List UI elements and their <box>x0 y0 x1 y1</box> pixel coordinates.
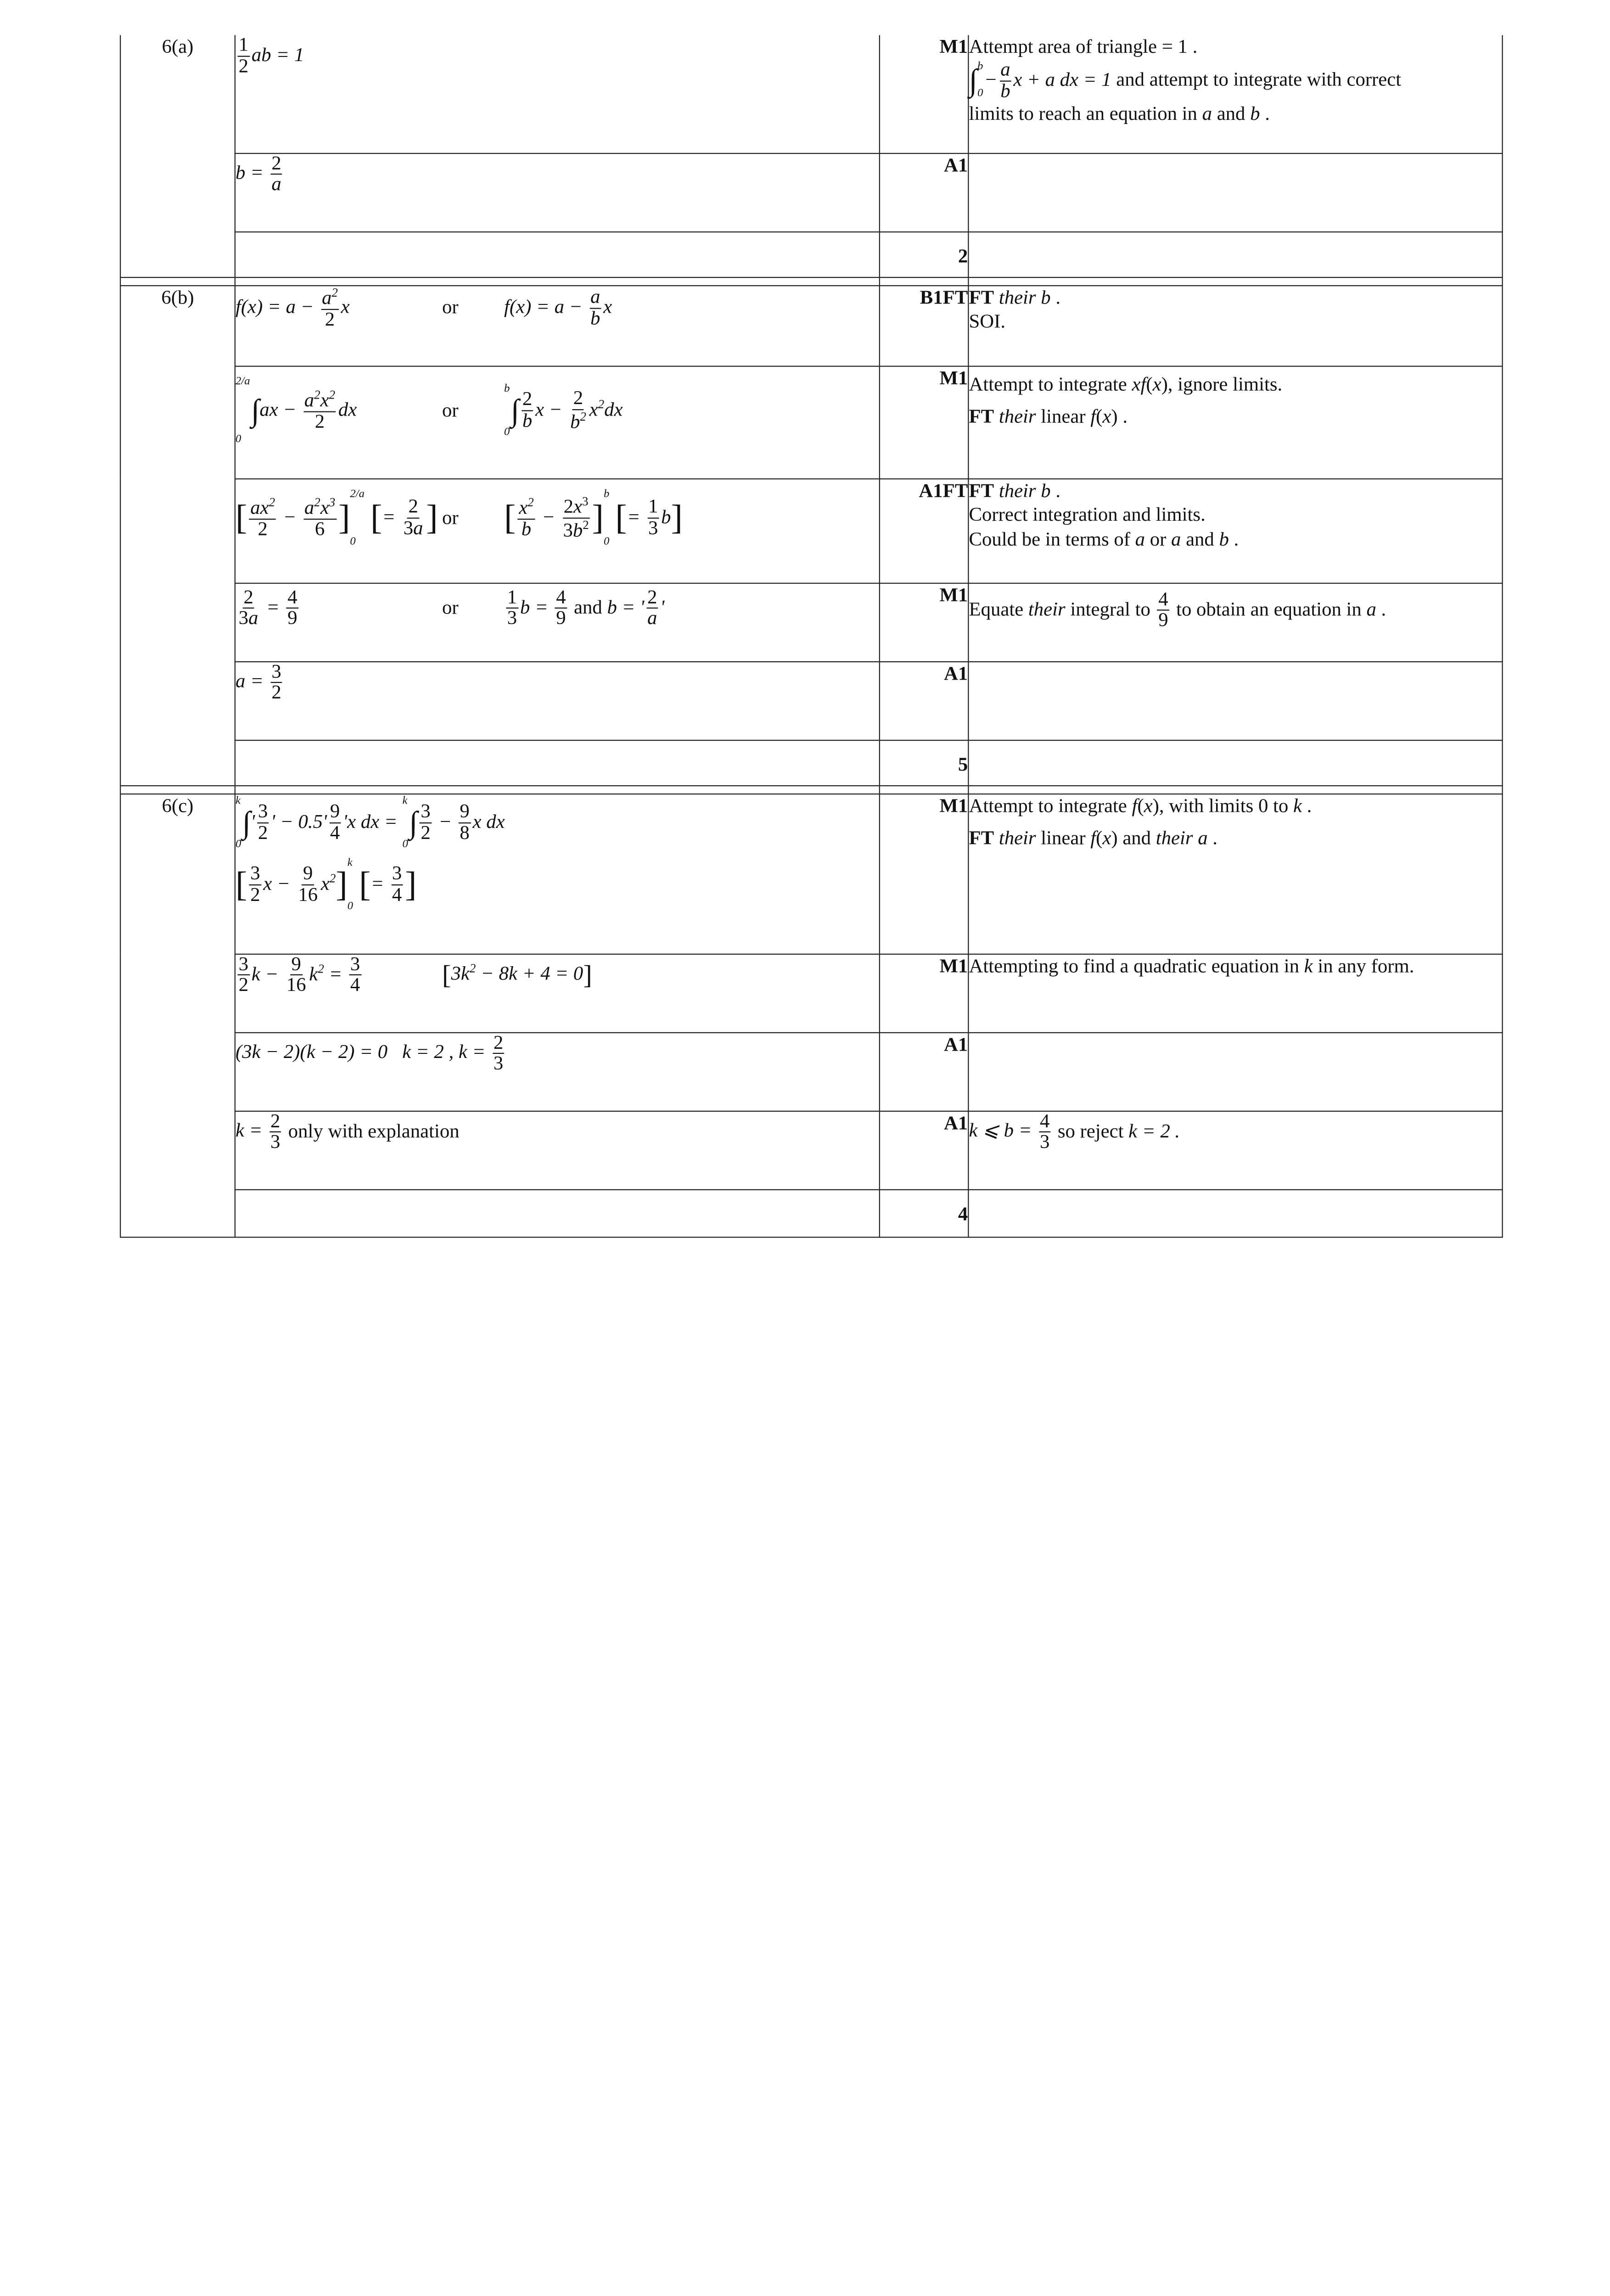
guidance-cell <box>968 1189 1502 1237</box>
answer-cell: [ $\frac{ax^2}{2}$ − $\frac{a^2x^3}{6}$ ] 2/a 0 [= $\frac{2}{3a}$ ] or [ $\frac{x^2}{b}$ − $\frac{2x^3}{3b^2}$ ] b 0 [= $\frac{1}{3}$ b] <box>235 478 880 583</box>
question-label: 6(a) <box>120 35 235 277</box>
answer-cell: $\frac{3}{2}$ k − $\frac{9}{16}$ $k^2$ = $\frac{3}{4}$ $[3k^2 - 8k + 4 = 0]$ <box>235 954 880 1032</box>
guidance-cell: Attempt to integrate f(x), with limits 0 to k . FT their linear f(x) and their a . <box>968 793 1502 954</box>
guidance-text: Attempt to integrate <box>969 795 1127 817</box>
or-text: or <box>442 399 459 422</box>
guidance-text: and <box>1217 103 1245 125</box>
guidance-text: FT <box>969 287 994 309</box>
answer-cell: (3k − 2)(k − 2) = 0 k = 2 , k = $\frac{2}{3}$ <box>235 1032 880 1111</box>
answer-cell: a = $\frac{3}{2}$ <box>235 661 880 740</box>
table-row <box>120 231 1503 277</box>
guidance-text: and attempt to integrate with correct <box>1116 68 1402 90</box>
guidance-text: , with limits 0 to <box>1159 795 1289 817</box>
guidance-cell <box>968 153 1502 231</box>
answer-cell <box>235 231 880 277</box>
mark-cell: A1FT <box>880 478 969 583</box>
table-row <box>120 478 1503 583</box>
guidance-text: so reject <box>1057 1120 1124 1142</box>
question-label: 6(c) <box>120 793 235 1237</box>
mark-total: 5 <box>880 740 969 785</box>
guidance-text: Attempting to find a quadratic equation in <box>969 955 1299 977</box>
answer-cell: k = $\frac{2}{3}$ only with explanation <box>235 1111 880 1189</box>
mark-cell: M1 <box>880 366 969 478</box>
guidance-text: their <box>999 287 1036 309</box>
answer-cell <box>235 740 880 785</box>
or-text: or <box>442 506 459 529</box>
answer-cell <box>235 1189 880 1237</box>
table-row <box>120 661 1503 740</box>
table-row <box>120 153 1503 231</box>
mark-scheme-table <box>120 35 1503 1238</box>
guidance-cell <box>968 1032 1502 1111</box>
guidance-text: linear <box>1041 827 1086 850</box>
guidance-text: in any form. <box>1318 955 1414 977</box>
mark-cell: B1FT <box>880 285 969 366</box>
guidance-cell: FT their b . SOI. <box>968 285 1502 366</box>
answer-cell: f(x) = a − $\frac{a^2}{2}$ x or f(x) = a − $\frac{a}{b}$ x <box>235 285 880 366</box>
guidance-text: or <box>1150 529 1167 551</box>
mark-cell: A1 <box>880 1032 969 1111</box>
guidance-text: Equate <box>969 598 1024 620</box>
table-row <box>120 1189 1503 1237</box>
guidance-cell: k ⩽ b = $\frac{4}{3}$ so reject k = 2 . <box>968 1111 1502 1189</box>
mark-total: 2 <box>880 231 969 277</box>
answer-cell: b = $\frac{2}{a}$ <box>235 153 880 231</box>
table-row <box>120 35 1503 153</box>
divider <box>120 277 1503 285</box>
mark-cell: M1 <box>880 954 969 1032</box>
mark-cell: M1 <box>880 583 969 661</box>
guidance-text: to obtain an equation in <box>1176 598 1362 620</box>
guidance-cell: Attempt to integrate xf(x), ignore limits. FT their linear f(x) . <box>968 366 1502 478</box>
mark-cell: A1 <box>880 1111 969 1189</box>
answer-cell: $\frac{2}{3a}$ = $\frac{4}{9}$ or $\frac{1}{3}$ b = $\frac{4}{9}$ and b = ' $\frac{2}{a}$ ' <box>235 583 880 661</box>
mark-cell: A1 <box>880 153 969 231</box>
answer-text: and <box>574 596 602 619</box>
or-text: or <box>442 597 459 619</box>
guidance-text: Could be in terms of <box>969 529 1130 551</box>
guidance-cell: Attempting to find a quadratic equation in k in any form. <box>968 954 1502 1032</box>
guidance-text: and <box>1186 529 1214 551</box>
guidance-text: , ignore limits. <box>1167 373 1283 395</box>
table-row <box>120 583 1503 661</box>
question-label: 6(b) <box>120 285 235 785</box>
table-row <box>120 954 1503 1032</box>
guidance-text: limits to reach an equation in <box>969 103 1197 125</box>
guidance-cell: FT their b . Correct integration and limits. Could be in terms of a or a and b . <box>968 478 1502 583</box>
table-row <box>120 793 1503 954</box>
guidance-text: FT <box>969 827 994 850</box>
answer-cell: k 0 ∫' $\frac{3}{2}$ ' − 0.5' $\frac{9}{4}$ 'x dx = k 0 ∫ $\frac{3}{2}$ − $\frac{9}{8}$ x dx [ $\frac{3}{2}$ x − $\frac{9}{16}$ $x^2$] k 0 [= $\frac{3}{4}$ ] <box>235 793 880 954</box>
guidance-text: Attempt area of triangle <box>969 36 1157 58</box>
mark-cell: M1 <box>880 35 969 153</box>
answer-text: only with explanation <box>288 1120 460 1142</box>
or-text: or <box>442 297 459 319</box>
guidance-text: FT <box>969 406 994 428</box>
guidance-text: FT <box>969 480 994 502</box>
guidance-text: Attempt to integrate <box>969 373 1127 395</box>
table-row <box>120 366 1503 478</box>
guidance-text: their <box>999 406 1036 428</box>
table-row <box>120 740 1503 785</box>
mark-cell: M1 <box>880 793 969 954</box>
table-row <box>120 1111 1503 1189</box>
table-row <box>120 285 1503 366</box>
guidance-text: their <box>999 827 1036 850</box>
guidance-cell <box>968 231 1502 277</box>
guidance-text: and <box>1122 827 1151 850</box>
guidance-text: their <box>1028 598 1066 620</box>
guidance-text: their <box>999 480 1036 502</box>
answer-cell: 2/a 0 ∫ax − $\frac{a^2x^2}{2}$ dx or b 0 ∫ $\frac{2}{b}$ x − $\frac{2}{b^2}$ $x^2dx$ <box>235 366 880 478</box>
guidance-cell: Equate their integral to $\frac{4}{9}$ to obtain an equation in a . <box>968 583 1502 661</box>
guidance-text: integral to <box>1070 598 1150 620</box>
guidance-cell <box>968 740 1502 785</box>
guidance-text: linear <box>1041 406 1086 428</box>
guidance-cell <box>968 661 1502 740</box>
table-row <box>120 1032 1503 1111</box>
divider <box>120 785 1503 793</box>
guidance-cell: Attempt area of triangle = 1 . ∫ b 0 − $\frac{a}{b}$ x + a dx = 1 and attempt to integrate with correct limits to reach an equation in a and b . <box>968 35 1502 153</box>
guidance-text: Correct integration and limits. <box>969 504 1206 526</box>
mark-cell: A1 <box>880 661 969 740</box>
mark-total: 4 <box>880 1189 969 1237</box>
guidance-text: SOI. <box>969 311 1006 333</box>
answer-cell: $\frac{1}{2}$ ab = 1 <box>235 35 880 153</box>
guidance-text: their <box>1156 827 1193 850</box>
